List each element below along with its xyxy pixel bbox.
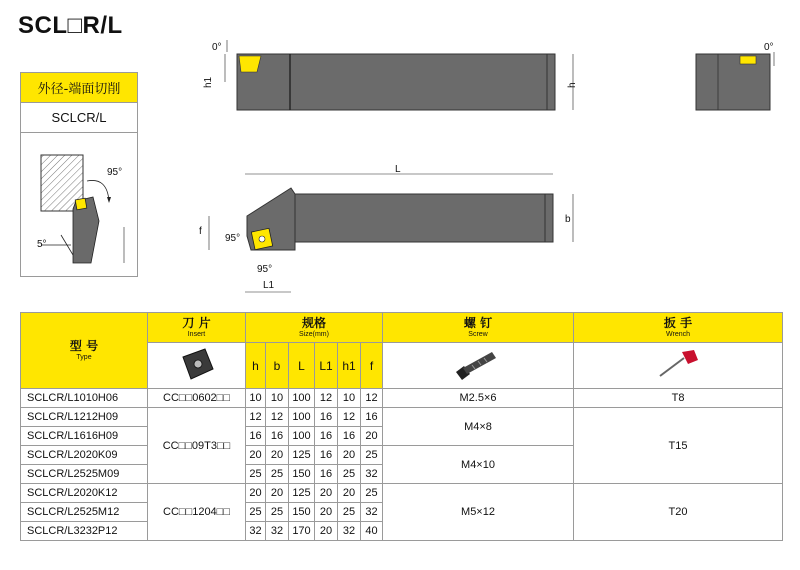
L-cell: 170 <box>289 522 315 541</box>
h1-label: h1 <box>203 76 214 88</box>
f-cell: 12 <box>361 389 383 408</box>
h1-cell: 20 <box>338 446 361 465</box>
L1-cell: 20 <box>315 522 338 541</box>
f-cell: 25 <box>361 484 383 503</box>
table-row <box>21 408 783 427</box>
L-cell: 100 <box>289 389 315 408</box>
screw-cell: M4×10 <box>383 446 574 484</box>
f-label: f <box>199 226 202 237</box>
h1-cell: 20 <box>338 484 361 503</box>
h1-cell: 12 <box>338 408 361 427</box>
h1-cell: 16 <box>338 427 361 446</box>
side-view-drawing <box>195 36 595 136</box>
col-L: L <box>289 343 315 389</box>
insert-cell: CC□□09T3□□ <box>148 408 246 484</box>
insert-header: 刀 片 Insert <box>148 313 246 343</box>
L-cell: 125 <box>289 446 315 465</box>
b-cell: 12 <box>266 408 289 427</box>
angle-95a-label: 95° <box>225 233 241 244</box>
tool-type-box <box>20 72 138 277</box>
type-header: 型 号 Type <box>21 313 148 389</box>
b-cell: 20 <box>266 484 289 503</box>
insert-shape <box>75 198 87 210</box>
screw-cell: M5×12 <box>383 484 574 541</box>
b-cell: 10 <box>266 389 289 408</box>
type-cell: SCLCR/L2020K12 <box>21 484 148 503</box>
screw-cell: M4×8 <box>383 408 574 446</box>
L-cell: 125 <box>289 484 315 503</box>
end-view-drawing <box>690 36 790 116</box>
L1-cell: 16 <box>315 427 338 446</box>
h1-cell: 10 <box>338 389 361 408</box>
L-cell: 100 <box>289 427 315 446</box>
b-cell: 16 <box>266 427 289 446</box>
h-cell: 25 <box>246 465 266 484</box>
angle-0-label: 0° <box>212 42 222 53</box>
wrench-image <box>574 343 783 389</box>
model-label: SCLCR/L <box>21 103 137 133</box>
h-cell: 20 <box>246 484 266 503</box>
cutting-diagram <box>21 135 139 277</box>
insert-shape <box>239 56 261 72</box>
wrench-cell: T15 <box>574 408 783 484</box>
h1-cell: 25 <box>338 465 361 484</box>
angle-95-label: 95° <box>107 167 123 178</box>
insert-cell: CC□□1204□□ <box>148 484 246 541</box>
angle-95b-label: 95° <box>257 264 273 275</box>
page-title: SCL□R/L <box>18 12 123 39</box>
col-L1: L1 <box>315 343 338 389</box>
type-cell: SCLCR/L2525M12 <box>21 503 148 522</box>
col-f: f <box>361 343 383 389</box>
wrench-icon <box>648 346 708 382</box>
screw-image <box>383 343 574 389</box>
L1-cell: 12 <box>315 389 338 408</box>
L1-cell: 16 <box>315 408 338 427</box>
angle-5-label: 5° <box>37 239 47 250</box>
wrench-header: 扳 手 Wrench <box>574 313 783 343</box>
type-cell: SCLCR/L1616H09 <box>21 427 148 446</box>
L-cell: 150 <box>289 465 315 484</box>
insert-image <box>148 343 246 389</box>
h-label: h <box>567 82 578 88</box>
f-cell: 32 <box>361 465 383 484</box>
f-cell: 20 <box>361 427 383 446</box>
type-cell: SCLCR/L1212H09 <box>21 408 148 427</box>
h-cell: 20 <box>246 446 266 465</box>
L-label: L <box>395 164 401 175</box>
L1-cell: 20 <box>315 503 338 522</box>
L1-cell: 16 <box>315 446 338 465</box>
h-cell: 32 <box>246 522 266 541</box>
size-header: 规格 Size(mm) <box>246 313 383 343</box>
wrench-cell: T8 <box>574 389 783 408</box>
L-cell: 150 <box>289 503 315 522</box>
L1-cell: 20 <box>315 484 338 503</box>
h-cell: 12 <box>246 408 266 427</box>
h1-cell: 25 <box>338 503 361 522</box>
h-cell: 10 <box>246 389 266 408</box>
col-b: b <box>266 343 289 389</box>
b-cell: 20 <box>266 446 289 465</box>
f-cell: 25 <box>361 446 383 465</box>
angle-0-label-end: 0° <box>764 42 774 53</box>
b-cell: 32 <box>266 522 289 541</box>
insert-cell: CC□□0602□□ <box>148 389 246 408</box>
b-cell: 25 <box>266 465 289 484</box>
type-cell: SCLCR/L2525M09 <box>21 465 148 484</box>
top-view-drawing <box>195 160 595 300</box>
table-row <box>21 484 783 503</box>
type-cell: SCLCR/L3232P12 <box>21 522 148 541</box>
f-cell: 32 <box>361 503 383 522</box>
spec-table <box>20 312 783 541</box>
L-cell: 100 <box>289 408 315 427</box>
L1-label: L1 <box>263 280 275 291</box>
screw-header: 螺 钉 Screw <box>383 313 574 343</box>
screw-cell: M2.5×6 <box>383 389 574 408</box>
col-h1: h1 <box>338 343 361 389</box>
h-cell: 16 <box>246 427 266 446</box>
type-cell: SCLCR/L2020K09 <box>21 446 148 465</box>
b-label: b <box>565 214 571 225</box>
L1-cell: 16 <box>315 465 338 484</box>
b-cell: 25 <box>266 503 289 522</box>
operation-label: 外径-端面切削 <box>21 73 137 103</box>
f-cell: 16 <box>361 408 383 427</box>
col-h: h <box>246 343 266 389</box>
screw-icon <box>448 346 508 382</box>
wrench-cell: T20 <box>574 484 783 541</box>
h1-cell: 32 <box>338 522 361 541</box>
f-cell: 40 <box>361 522 383 541</box>
table-row <box>21 389 783 408</box>
type-cell: SCLCR/L1010H06 <box>21 389 148 408</box>
insert-icon <box>175 345 219 383</box>
h-cell: 25 <box>246 503 266 522</box>
